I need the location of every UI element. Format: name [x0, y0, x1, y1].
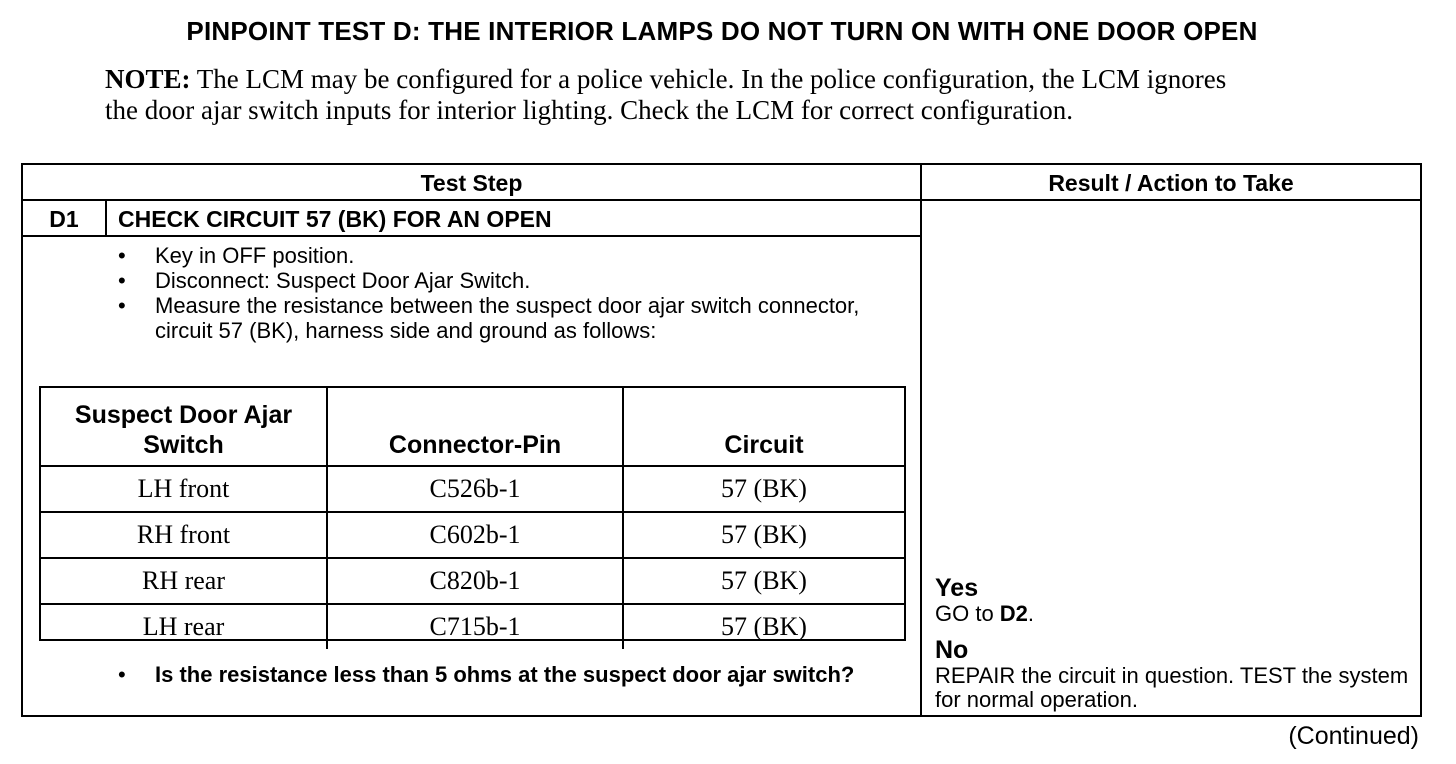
table-row	[41, 558, 904, 604]
column-divider	[920, 165, 922, 715]
pinpoint-test-table	[21, 163, 1422, 717]
bullet-icon: •	[118, 293, 126, 318]
cell-circuit: 57 (BK)	[623, 512, 904, 558]
column-header-switch: Suspect Door Ajar Switch	[41, 388, 327, 466]
cell-connector-pin: C820b-1	[327, 558, 623, 604]
column-header-circuit: Circuit	[623, 388, 904, 466]
step-id: D1	[49, 206, 79, 232]
cell-switch: LH rear	[41, 604, 327, 649]
result-no-label: No	[935, 636, 969, 664]
measurement-header-row	[41, 388, 904, 466]
step-title: CHECK CIRCUIT 57 (BK) FOR AN OPEN	[118, 206, 552, 232]
cell-circuit: 57 (BK)	[623, 466, 904, 512]
bullet-icon: •	[118, 268, 126, 293]
instruction-item: • Key in OFF position.	[118, 243, 355, 268]
note-label: NOTE:	[105, 64, 191, 94]
step-instructions	[115, 243, 915, 343]
instruction-item: • Disconnect: Suspect Door Ajar Switch.	[118, 268, 531, 293]
bullet-icon: •	[118, 243, 126, 268]
cell-switch: RH front	[41, 512, 327, 558]
result-actions	[935, 574, 1415, 712]
cell-connector-pin: C602b-1	[327, 512, 623, 558]
instruction-item: • Measure the resistance between the suspect door ajar switch connector, circuit 57 (BK), harness side and ground as follows:	[118, 293, 860, 343]
measurement-table	[39, 386, 906, 641]
cell-circuit: 57 (BK)	[623, 558, 904, 604]
result-yes-action: GO to D2.	[935, 601, 1035, 626]
cell-connector-pin: C715b-1	[327, 604, 623, 649]
note-paragraph	[105, 64, 1265, 126]
table-row	[41, 512, 904, 558]
cell-switch: LH front	[41, 466, 327, 512]
cell-circuit: 57 (BK)	[623, 604, 904, 649]
note-text: The LCM may be configured for a police vehicle. In the police configuration, the LCM ignores the door ajar switch inputs for interior lighting. Check the LCM for correct configuration.	[105, 64, 1227, 125]
column-header-connector-pin: Connector-Pin	[327, 388, 623, 466]
header-result-action: Result / Action to Take	[1048, 170, 1294, 196]
step-question	[115, 662, 915, 687]
table-row	[41, 604, 904, 649]
table-row	[41, 466, 904, 512]
goto-step-link: D2	[999, 601, 1028, 626]
result-yes-label: Yes	[935, 574, 979, 602]
question-text: Is the resistance less than 5 ohms at the suspect door ajar switch?	[155, 662, 855, 687]
continued-label: (Continued)	[1288, 722, 1419, 750]
result-no-action: REPAIR the circuit in question. TEST the system for normal operation.	[935, 663, 1409, 712]
cell-switch: RH rear	[41, 558, 327, 604]
page-title: PINPOINT TEST D: THE INTERIOR LAMPS DO NOT TURN ON WITH ONE DOOR OPEN	[186, 16, 1258, 46]
bullet-icon: •	[118, 662, 126, 687]
step-id-divider	[105, 199, 107, 235]
cell-connector-pin: C526b-1	[327, 466, 623, 512]
header-test-step: Test Step	[420, 170, 523, 196]
